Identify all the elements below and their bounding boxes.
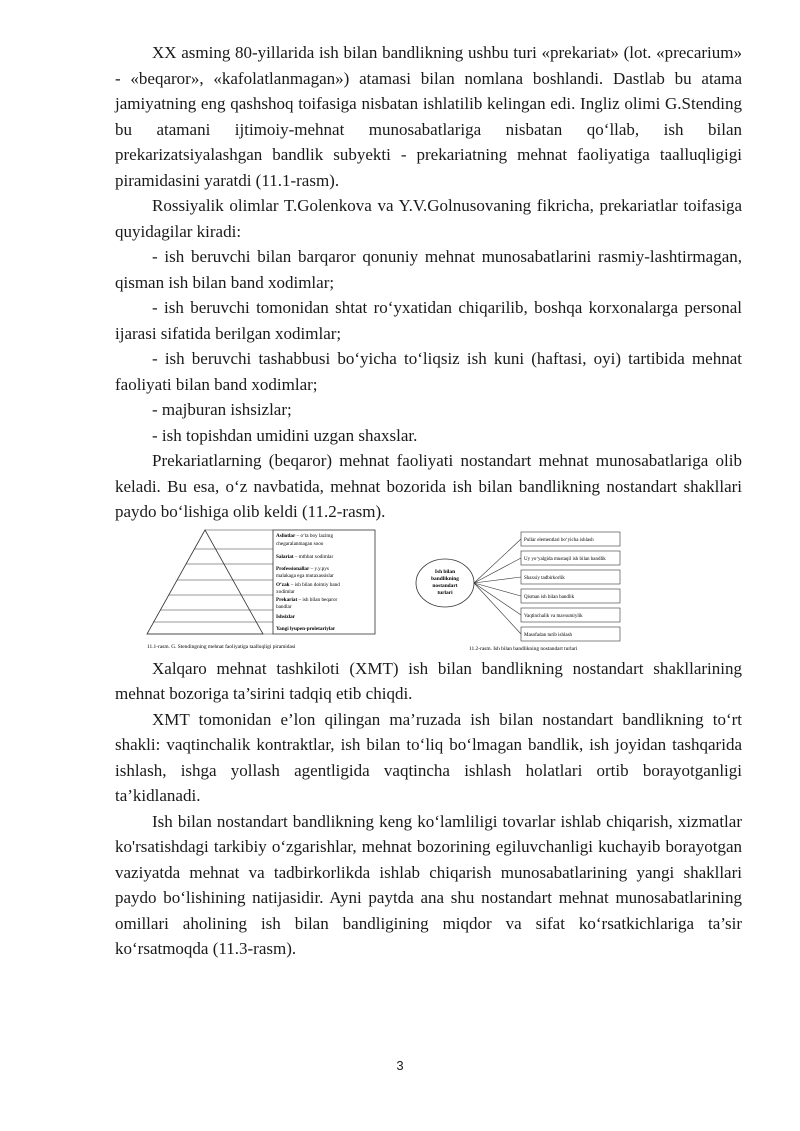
paragraph-xmt-report: XMT tomonidan e’lon qilingan ma’ruzada ish bilan nostandart bandlikning to‘rt shakli: vaqtinchalik kontraktlar, ish bilan to‘liq bo‘lmagan bandlik, ish joyidan tashqarida ishlash, ishga yollash agentligida vaqtincha ishlash holatlari ortib borayotganligi ta’kidlanadi.	[115, 709, 742, 805]
pyramid-level-2-label: Salariat – mthbat xodimlar	[276, 553, 334, 560]
figure-2-caption: 11.2-rasm. Ish bilan bandlikning nostandart turlari	[469, 645, 578, 652]
center-label-line-2: bandlikning	[431, 575, 459, 582]
pyramid-level-3-sub: malakaga ega mutaxassislar	[276, 572, 334, 579]
page-content	[115, 40, 742, 962]
paragraph-golenkova: Rossiyalik olimlar T.Golenkova va Y.V.Golnusovaning fikricha, prekariatlar toifasiga quyidagilar kiradi:	[115, 196, 742, 241]
pyramid-level-1-sub: chegaralanmagan sooo	[276, 540, 324, 547]
nonstandard-forms-figure	[413, 528, 627, 652]
list-item-part-time: - ish beruvchi tashabbusi bo‘yicha to‘liqsiz ish kuni (haftasi, oyi) tartibida mehnat faoliyati bilan band xodimlar;	[115, 349, 742, 394]
pyramid-figure	[145, 528, 383, 652]
form-item-4: Qisman ish bilan bandlik	[524, 594, 575, 600]
paragraph-xmt-research: Xalqaro mehnat tashkiloti (XMT) ish bilan bandlikning nostandart shakllarining mehnat bozoriga ta’sirini tadqiq etib chiqdi.	[115, 658, 742, 703]
form-item-6: Masofadan turib ishlash	[524, 632, 573, 638]
pyramid-level-5-sub: bandlar	[276, 603, 292, 610]
paragraph-prekariat-intro: XX asming 80-yillarida ish bilan bandlikning ushbu turi «prekariat» (lot. «precarium» - «beqaror», «kafolatlanmagan») atamasi bilan nomlana boshlandi. Dastlab bu atama jamiyatning eng qashshoq toifasiga nisbatan ishlatilib kelingan edi. Ingliz olimi G.Stending bu atamani ijtimoiy-mehnat munosabatlariga nisbatan qo‘llab, ish bilan prekarizatsiyalashgan bandlik subyekti - prekariatning mehnat faoliyatiga taalluqligigi piramidasini yaratdi (11.1-rasm).	[115, 43, 742, 190]
paragraph-nonstandard: Prekariatlarning (beqaror) mehnat faoliyati nostandart mehnat munosabatlariga olib keladi. Bu esa, o‘z navbatida, mehnat bozorida ish bilan bandlikning nostandart shakllari paydo bo‘lishiga olib keldi (11.2-rasm).	[115, 451, 742, 521]
figures-row	[115, 528, 742, 654]
pyramid-level-4-label: O‘zak – ish bilan doimiy band	[276, 581, 340, 588]
pyramid-level-4-sub: xodimlar	[276, 588, 295, 595]
page-number: 3	[396, 1058, 404, 1073]
center-label-line-1: Ish bilan	[434, 568, 456, 575]
form-item-3: Shaxsiy tadbirkorlik	[524, 575, 565, 581]
list-item-partial-employment: - ish beruvchi bilan barqaror qonuniy mehnat munosabatlarini rasmiy-lashtirmagan, qisman ish bilan band xodimlar;	[115, 247, 742, 292]
list-item-unemployed: - majburan ishsizlar;	[152, 400, 292, 419]
pyramid-level-3-label: Professionallar – y.y.pys	[276, 565, 329, 572]
paragraph-scale: Ish bilan nostandart bandlikning keng ko‘lamliligi tovarlar ishlab chiqarish, xizmatlar ko'rsatishdagi tarkibiy o‘zgarishlar, mehnat bozorining egiluvchanligi kuchayib borayotgan vaziyatda mehnat va tadbirkorlikda ishlab chiqarish munosabatlarining yangi shakllari paydo bo‘lishining natijasidir. Ayni paytda ana shu nostandart mehnat munosabatlarining omillari aholining ish bilan bandligining miqdor va sifat ko‘rsatkichlariga ta’sir ko‘rsatmoqda (11.3-rasm).	[115, 811, 742, 958]
pyramid-level-7-label: Yangi lyupen-proletariylar	[276, 625, 336, 632]
figure-1-caption: 11.1-rasm. G. Stendingning mehnat faoliyatiga taalluqligi piramidasi	[147, 643, 296, 650]
center-label-line-4: turlari	[437, 589, 453, 596]
list-item-discouraged: - ish topishdan umidini uzgan shaxslar.	[152, 425, 418, 445]
form-item-1: Pullar elementlari bo‘yicha ishlash	[524, 537, 594, 543]
form-item-5: Vaqtinchalik va mavsumiylik	[524, 613, 583, 619]
form-item-2: Uy yo‘yalgida mustaqil ish bilan bandlik	[524, 556, 606, 562]
pyramid-level-6-label: Ishsizlar	[276, 613, 296, 620]
center-label-line-3: nostandart	[432, 582, 458, 589]
pyramid-level-5-label: Prekariat – ish bilan beqaror	[276, 596, 338, 603]
list-item-personal-lease: - ish beruvchi tomonidan shtat ro‘yxatidan chiqarilib, boshqa korxonalarga personal ijarasi sifatida berilgan xodimlar;	[115, 298, 742, 343]
pyramid-level-1-label: Asliotlar – o‘ta boy lazimg	[276, 532, 334, 539]
